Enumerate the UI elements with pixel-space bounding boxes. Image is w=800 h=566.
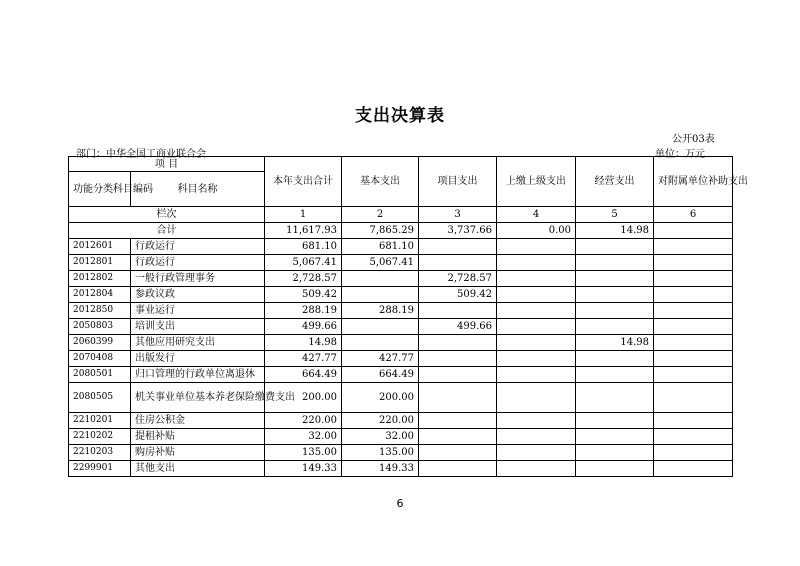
amount-cell [497,413,576,429]
amount-cell [576,303,654,319]
total-value: 3,737.66 [419,223,497,239]
table-row [69,413,733,429]
amount-cell [419,351,497,367]
amount-cell: 14.98 [265,335,342,351]
amount-cell: 427.77 [265,351,342,367]
table-row [69,383,733,413]
amount-cell [576,255,654,271]
total-value: 11,617.93 [265,223,342,239]
column-number: 3 [419,207,497,223]
amount-cell [342,335,419,351]
amount-cell [419,413,497,429]
column-number: 5 [576,207,654,223]
subject-code: 2080501 [69,367,131,383]
header-upper-expense: 上缴上级支出 [497,157,576,207]
amount-cell [576,429,654,445]
table-row [69,271,733,287]
amount-cell [654,445,733,461]
header-basic-expense: 基本支出 [342,157,419,207]
page-title: 支出决算表 [355,106,445,126]
amount-cell: 681.10 [342,239,419,255]
amount-cell [419,429,497,445]
amount-cell: 427.77 [342,351,419,367]
total-value: 14.98 [576,223,654,239]
total-row [69,223,733,239]
amount-cell [576,239,654,255]
total-label: 合计 [69,223,265,239]
amount-cell: 200.00 [342,383,419,413]
amount-cell: 664.49 [342,367,419,383]
table-row [69,239,733,255]
amount-cell: 14.98 [576,335,654,351]
table-row [69,367,733,383]
amount-cell: 509.42 [419,287,497,303]
amount-cell [497,383,576,413]
amount-cell [497,351,576,367]
total-value: 0.00 [497,223,576,239]
header-project-expense: 项目支出 [419,157,497,207]
amount-cell [419,445,497,461]
column-number: 2 [342,207,419,223]
table-row [69,319,733,335]
table-row [69,445,733,461]
subject-name: 培训支出 [131,319,265,335]
amount-cell: 32.00 [265,429,342,445]
amount-cell: 32.00 [342,429,419,445]
subject-code: 2210203 [69,445,131,461]
amount-cell [654,413,733,429]
column-label: 栏次 [69,207,265,223]
header-item: 项 目 [69,157,265,172]
expense-table [68,156,748,477]
subject-name: 事业运行 [131,303,265,319]
amount-cell: 288.19 [265,303,342,319]
amount-cell [654,255,733,271]
total-value [654,223,733,239]
amount-cell: 135.00 [342,445,419,461]
subject-name: 住房公积金 [131,413,265,429]
amount-cell [342,287,419,303]
amount-cell [576,461,654,477]
amount-cell: 664.49 [265,367,342,383]
amount-cell [576,319,654,335]
amount-cell [654,287,733,303]
amount-cell [576,287,654,303]
subject-name: 行政运行 [131,239,265,255]
subject-name: 出版发行 [131,351,265,367]
amount-cell [342,319,419,335]
page-number: 6 [396,497,404,510]
amount-cell: 149.33 [342,461,419,477]
subject-name: 购房补贴 [131,445,265,461]
amount-cell [654,383,733,413]
header-business-expense: 经营支出 [576,157,654,207]
amount-cell [497,255,576,271]
subject-code: 2210201 [69,413,131,429]
amount-cell [497,287,576,303]
amount-cell [576,445,654,461]
table-row [69,255,733,271]
amount-cell [419,239,497,255]
subject-name: 行政运行 [131,255,265,271]
amount-cell [497,461,576,477]
amount-cell [654,461,733,477]
amount-cell [654,367,733,383]
amount-cell: 2,728.57 [419,271,497,287]
subject-code: 2080505 [69,383,131,413]
amount-cell [654,351,733,367]
table-row [69,287,733,303]
amount-cell: 5,067.41 [342,255,419,271]
column-number: 4 [497,207,576,223]
subject-code: 2070408 [69,351,131,367]
table-row [69,335,733,351]
header-row-1 [69,157,733,172]
amount-cell: 499.66 [419,319,497,335]
amount-cell [497,429,576,445]
amount-cell [654,335,733,351]
subject-name: 机关事业单位基本养老保险缴费支出 [131,383,265,413]
subject-code: 2012850 [69,303,131,319]
header-total-expense: 本年支出合计 [265,157,342,207]
subject-code: 2060399 [69,335,131,351]
amount-cell [497,319,576,335]
amount-cell: 681.10 [265,239,342,255]
form-number: 公开03表 [672,134,715,145]
amount-cell [342,271,419,287]
amount-cell [576,367,654,383]
amount-cell: 220.00 [342,413,419,429]
amount-cell [576,383,654,413]
total-value: 7,865.29 [342,223,419,239]
amount-cell [576,271,654,287]
amount-cell: 2,728.57 [265,271,342,287]
amount-cell [497,271,576,287]
amount-cell: 220.00 [265,413,342,429]
amount-cell: 288.19 [342,303,419,319]
amount-cell: 135.00 [265,445,342,461]
amount-cell [576,351,654,367]
header-func-code: 功能分类科目编码 [69,172,131,207]
subject-name: 归口管理的行政单位离退休 [131,367,265,383]
amount-cell [419,335,497,351]
amount-cell [654,303,733,319]
amount-cell [419,255,497,271]
amount-cell [419,303,497,319]
table-row [69,461,733,477]
unit-label: 单位：万元 [655,149,705,160]
subject-name: 参政议政 [131,287,265,303]
amount-cell: 149.33 [265,461,342,477]
subject-name: 提租补贴 [131,429,265,445]
amount-cell: 200.00 [265,383,342,413]
column-number-row [69,207,733,223]
column-number: 6 [654,207,733,223]
table-row [69,429,733,445]
subject-code: 2299901 [69,461,131,477]
amount-cell [654,271,733,287]
header-subject-name: 科目名称 [131,172,265,207]
subject-name: 一般行政管理事务 [131,271,265,287]
amount-cell: 499.66 [265,319,342,335]
subject-code: 2012801 [69,255,131,271]
column-number: 1 [265,207,342,223]
amount-cell: 509.42 [265,287,342,303]
amount-cell [497,367,576,383]
subject-name: 其他支出 [131,461,265,477]
amount-cell [419,367,497,383]
amount-cell [419,461,497,477]
subject-code: 2012804 [69,287,131,303]
table-row [69,303,733,319]
subject-code: 2210202 [69,429,131,445]
table-row [69,351,733,367]
amount-cell [497,335,576,351]
amount-cell [654,319,733,335]
subject-code: 2012802 [69,271,131,287]
amount-cell [419,383,497,413]
subject-code: 2050803 [69,319,131,335]
amount-cell [654,239,733,255]
amount-cell: 5,067.41 [265,255,342,271]
amount-cell [497,239,576,255]
subject-code: 2012601 [69,239,131,255]
department-label: 部门：中华全国工商业联合会 [76,149,206,160]
header-subsidy-expense: 对附属单位补助支出 [654,157,733,207]
amount-cell [497,303,576,319]
subject-name: 其他应用研究支出 [131,335,265,351]
amount-cell [497,445,576,461]
amount-cell [654,429,733,445]
amount-cell [576,413,654,429]
